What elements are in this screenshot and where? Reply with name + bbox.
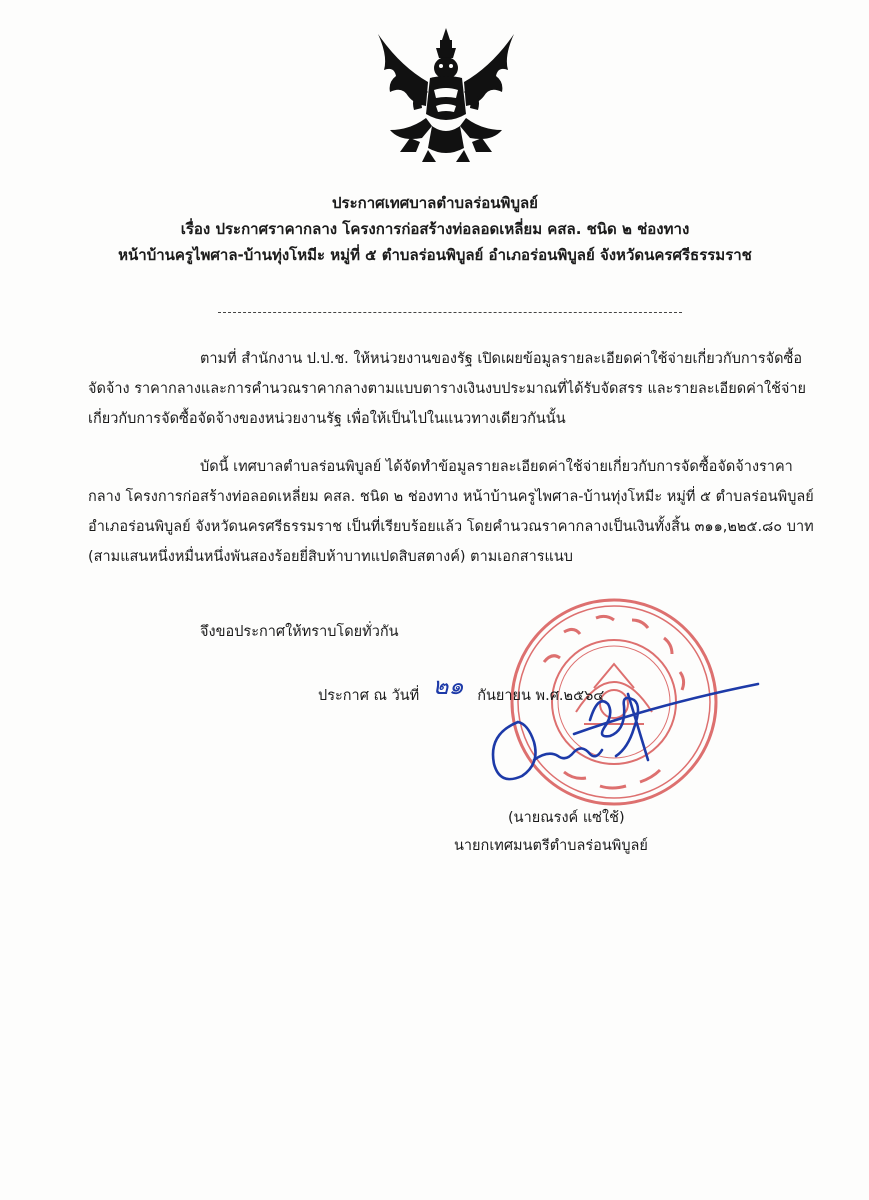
body-paragraph-1: ตามที่ สำนักงาน ป.ป.ช. ให้หน่วยงานของรัฐ เปิดเผยข้อมูลรายละเอียดค่าใช้จ่ายเกี่ยวกับการจัดซื้อ จัดจ้าง ราคากลางและการคำนวณราคากลางตามแบบตารางเงินงบประมาณที่ได้รับจัดสรร และรายละเอียดค่าใช้จ่ายเกี่ยวกับการจัดซื้อจัดจ้างของหน่วยงานรัฐ เพื่อให้เป็นไปในแนวทางเดียวกันนั้น [88,351,807,427]
date-month-year: กันยายน พ.ศ.๒๕๖๔ [477,688,605,704]
announcement-subject: เรื่อง ประกาศราคากลาง โครงการก่อสร้างท่อลอดเหลี่ยม คสล. ชนิด ๒ ช่องทาง [180,220,690,238]
date-prefix: ประกาศ ณ วันที่ [318,688,420,704]
announcement-title: ประกาศเทศบาลตำบลร่อนพิบูลย์ [332,194,538,212]
title-divider [218,312,682,313]
announcement-location: หน้าบ้านครูไพศาล-บ้านทุ่งโหมีะ หมู่ที่ ๕ ตำบลร่อนพิบูลย์ อำเภอร่อนพิบูลย์ จังหวัดนครศรีธรรมราช [118,246,752,264]
body-paragraph-2: บัดนี้ เทศบาลตำบลร่อนพิบูลย์ ได้จัดทำข้อมูลรายละเอียดค่าใช้จ่ายเกี่ยวกับการจัดซื้อจัดจ้างราคากลาง โครงการก่อสร้างท่อลอดเหลี่ยม คสล. ชนิด ๒ ช่องทาง หน้าบ้านครูไพศาล-บ้านทุ่งโหมีะ หมู่ที่ ๕ ตำบลร่อนพิบูลย์ อำเภอร่อนพิบูลย์ จังหวัดนครศรีธรรมราช เป็นที่เรียบร้อยแล้ว โดยคำนวณราคากลางเป็นเงินทั้งสิ้น ๓๑๑,๒๒๕.๘๐ บาท (สามแสนหนึ่งหมื่นหนึ่งพันสองร้อยยี่สิบห้าบาทแปดสิบสตางค์) ตามเอกสารแนบ [88,459,814,565]
announcement-date [318,672,604,711]
date-day-handwritten: ๒๑ [432,672,464,700]
signer-name: (นายณรงค์ แซ่ใช้) [508,810,625,826]
closing-statement: จึงขอประกาศให้ทราบโดยทั่วกัน [200,624,399,640]
signer-title: นายกเทศมนตรีตำบลร่อนพิบูลย์ [454,838,648,854]
announcement-title-block [60,190,810,268]
garuda-emblem-icon [370,26,522,166]
